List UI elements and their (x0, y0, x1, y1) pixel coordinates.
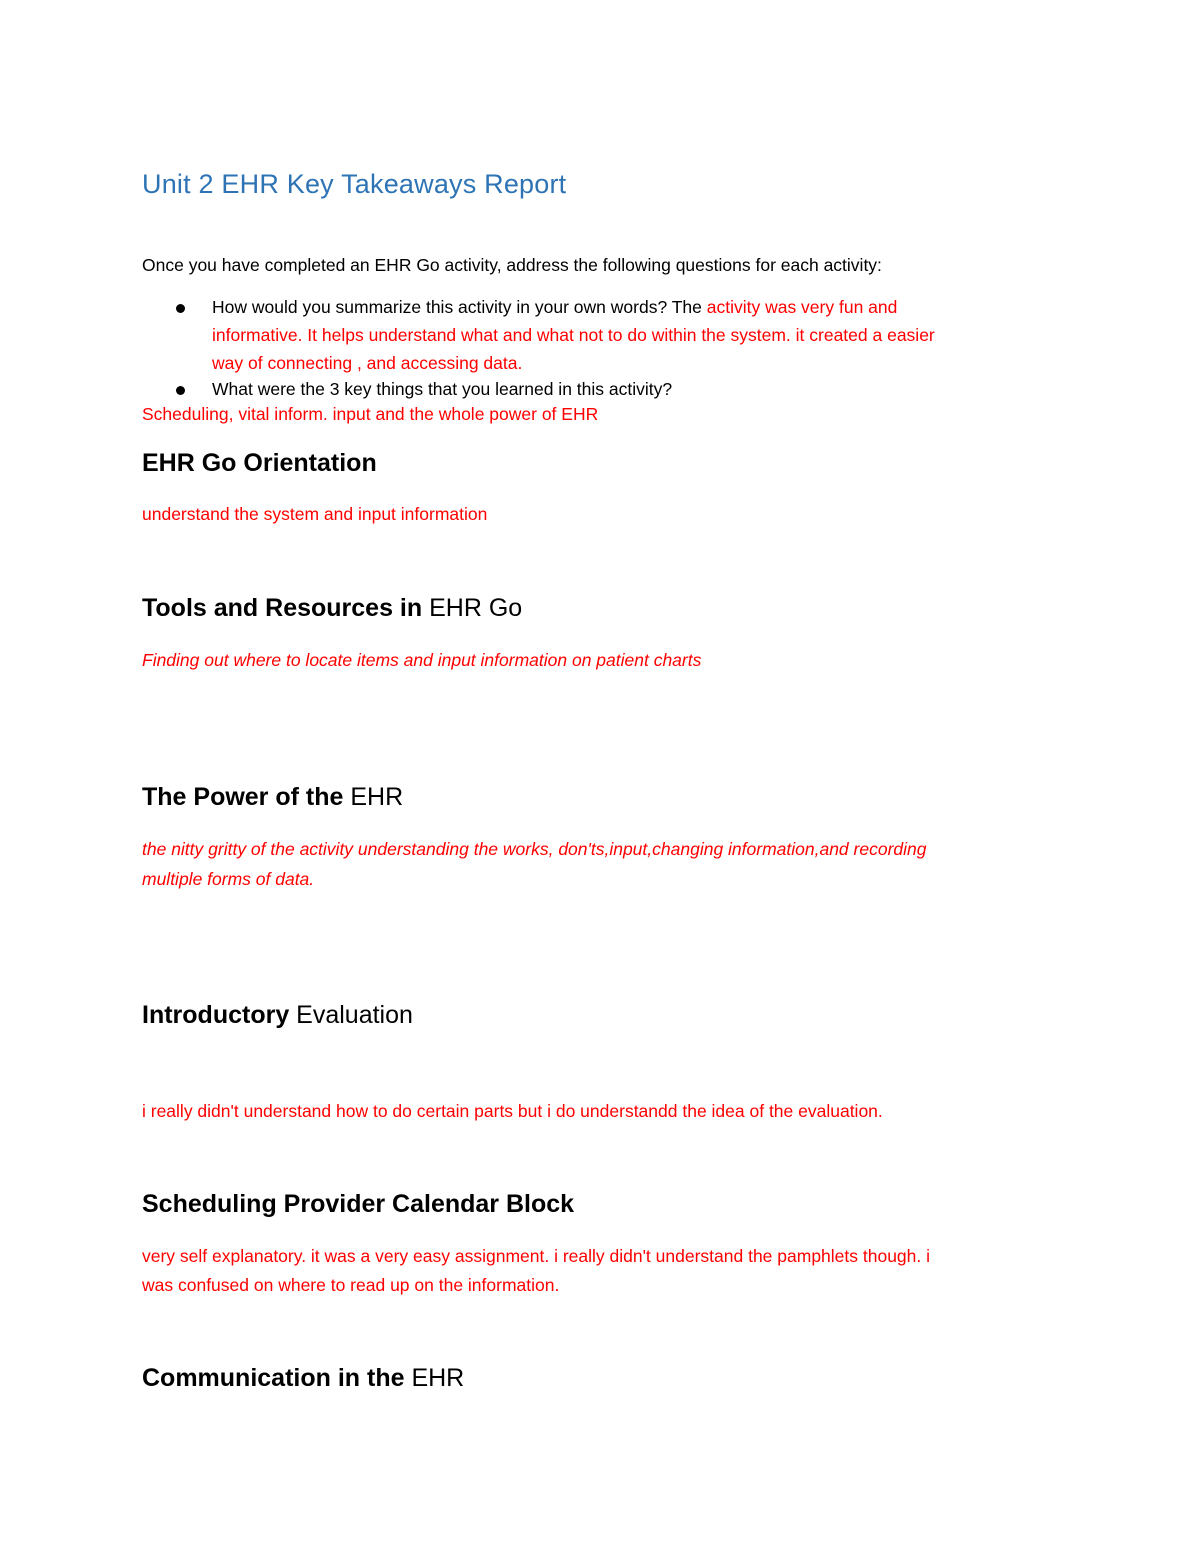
document-title: Unit 2 EHR Key Takeaways Report (142, 169, 567, 199)
heading-ehr-go-orientation: EHR Go Orientation (142, 449, 377, 477)
bullet-item-key-things (176, 376, 1076, 404)
summary-answer-part1: activity was very fun and (706, 297, 898, 317)
answer-scheduling-line2: was confused on where to read up on the information. (142, 1275, 560, 1295)
summary-answer-part2: informative. It helps understand what and what not to do within the system. it created a easier (212, 325, 935, 345)
answer-scheduling-line1: very self explanatory. it was a very easy assignment. i really didn't understand the pamphlets though. i (142, 1246, 931, 1266)
heading-scheduling-provider-calendar-block: Scheduling Provider Calendar Block (142, 1190, 575, 1218)
heading-introductory-evaluation: Introductory Evaluation (142, 1001, 413, 1029)
answer-ehr-go-orientation: understand the system and input information (142, 504, 488, 524)
bullet-icon (176, 304, 185, 313)
answer-tools-and-resources: Finding out where to locate items and input information on patient charts (142, 650, 702, 670)
intro-paragraph: Once you have completed an EHR Go activity, address the following questions for each activity: (142, 255, 882, 275)
heading-tools-and-resources: Tools and Resources in EHR Go (142, 594, 523, 622)
answer-introductory-evaluation: i really didn't understand how to do certain parts but i do understandd the idea of the evaluation. (142, 1101, 883, 1121)
summary-question: How would you summarize this activity in your own words? The (212, 297, 707, 317)
answer-power-of-ehr-line1: the nitty gritty of the activity understanding the works, don'ts,input,changing information,and recording (142, 839, 927, 859)
key-things-question: What were the 3 key things that you learned in this activity? (212, 379, 673, 399)
bullet-icon (176, 386, 185, 395)
bullet-item-summary (176, 294, 1076, 384)
answer-power-of-ehr-line2: multiple forms of data. (142, 869, 315, 889)
key-things-answer: Scheduling, vital inform. input and the whole power of EHR (142, 404, 599, 424)
heading-power-of-ehr: The Power of the EHR (142, 783, 404, 811)
heading-communication-in-ehr: Communication in the EHR (142, 1364, 465, 1392)
summary-answer-part3: way of connecting , and accessing data. (212, 353, 523, 373)
bullet-line-1 (212, 294, 897, 321)
